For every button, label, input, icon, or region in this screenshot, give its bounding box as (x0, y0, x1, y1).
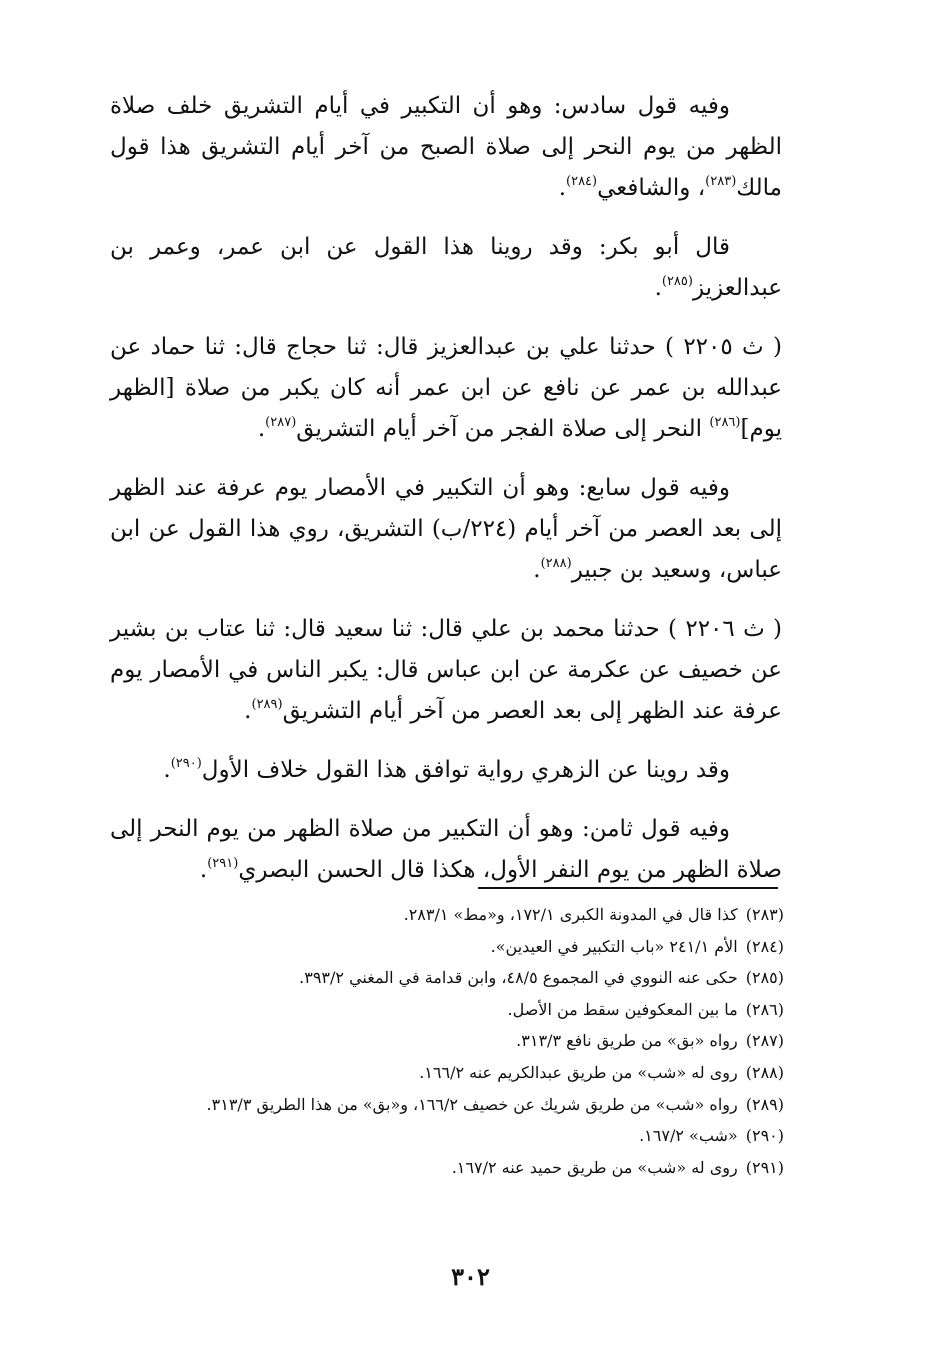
footnote-text: رواه «بق» من طريق نافع ٣١٣/٣. (516, 1031, 738, 1051)
footnote-item (108, 931, 784, 963)
footnote-item (108, 1025, 784, 1057)
footnote-text: ما بين المعكوفين سقط من الأصل. (507, 999, 738, 1019)
footnote-ref[interactable]: (٢٨٥) (661, 274, 693, 289)
footnote-ref[interactable]: (٢٩٠) (170, 756, 202, 771)
footnote-number: (٢٨٤) (745, 936, 784, 956)
footnote-text: «شب» ١٦٧/٢. (639, 1126, 738, 1146)
footnote-item (108, 1152, 784, 1184)
footnote-text: روى له «شب» من طريق عبدالكريم عنه ١٦٦/٢. (419, 1062, 738, 1082)
footnote-number: (٢٩٠) (745, 1126, 784, 1146)
paragraph-hadith-2205: ( ث ٢٢٠٥ ) حدثنا علي بن عبدالعزيز قال: ثنا حجاج قال: ثنا حماد عن عبدالله بن عمر عن نافع عن ابن عمر أنه كان يكبر من صلاة [الظهر يوم]$^{(٢٨٦)}$ النحر إلى صلاة الفجر من آخر أيام التشريق$^{(٢٨٧)}$. (110, 334, 782, 442)
footnote-number: (٢٨٧) (745, 1031, 784, 1051)
footnote-text: حكى عنه النووي في المجموع ٤٨/٥، وابن قدامة في المغني ٣٩٣/٢. (299, 968, 738, 988)
footnote-item (108, 1089, 784, 1121)
footnote-number: (٢٨٥) (745, 968, 784, 988)
paragraph-abu-bakr: قال أبو بكر: وقد روينا هذا القول عن ابن عمر، وعمر بن عبدالعزيز$^{(٢٨٥)}$. (110, 234, 782, 301)
footnote-number: (٢٨٦) (745, 999, 784, 1019)
footnote-separator (478, 887, 778, 889)
paragraph-zuhri: وقد روينا عن الزهري رواية توافق هذا القول خلاف الأول$^{(٢٩٠)}$. (163, 756, 730, 783)
footnote-text: رواه «شب» من طريق شريك عن خصيف ١٦٦/٢، و«بق» من هذا الطريق ٣١٣/٣. (206, 1094, 738, 1114)
footnote-text: روى له «شب» من طريق حميد عنه ١٦٧/٢. (451, 1157, 738, 1177)
footnote-item (108, 899, 784, 931)
footnote-ref[interactable]: (٢٨٤) (566, 174, 598, 189)
footnote-text: الأم ٢٤١/١ «باب التكبير في العيدين». (490, 936, 738, 956)
page-number: ٣٠٢ (451, 1262, 490, 1291)
footnote-item (108, 962, 784, 994)
footnote-ref[interactable]: (٢٨٣) (705, 174, 737, 189)
footnote-ref[interactable]: (٢٨٩) (251, 697, 283, 712)
footnote-item (108, 1057, 784, 1089)
footnote-number: (٢٨٨) (745, 1062, 784, 1082)
footnote-number: (٢٨٣) (745, 905, 784, 924)
footnote-number: (٢٩١) (745, 1157, 784, 1177)
footnote-text: كذا قال في المدونة الكبرى ١٧٢/١، و«مط» ٢٨٣/١. (403, 905, 738, 924)
main-text (110, 86, 782, 909)
footnotes (108, 899, 784, 1183)
footnote-item (108, 994, 784, 1026)
footnote-ref[interactable]: (٢٩١) (207, 856, 239, 871)
footnote-number: (٢٨٩) (745, 1094, 784, 1114)
paragraph-eighth-opinion: وفيه قول ثامن: وهو أن التكبير من صلاة الظهر من يوم النحر إلى صلاة الظهر من يوم النفر الأول، هكذا قال الحسن البصري$^{(٢٩١)}$. (110, 816, 782, 883)
footnote-ref[interactable]: (٢٨٨) (540, 556, 572, 571)
footnote-ref[interactable]: (٢٨٦) (709, 415, 741, 430)
footnote-item (108, 1120, 784, 1152)
paragraph-hadith-2206: ( ث ٢٢٠٦ ) حدثنا محمد بن علي قال: ثنا سعيد قال: ثنا عتاب بن بشير عن خصيف عن عكرمة عن ابن عباس قال: يكبر الناس في الأمصار يوم عرفة عند الظهر إلى بعد العصر من آخر أيام التشريق$^{(٢٨٩)}$. (110, 616, 783, 724)
footnote-ref[interactable]: (٢٨٧) (265, 415, 297, 430)
paragraph-sixth-opinion: وفيه قول سادس: وهو أن التكبير في أيام التشريق خلف صلاة الظهر من يوم النحر إلى صلاة الصبح من آخر أيام التشريق هذا قول مالك$^{(٢٨٣)}$، والشافعي$^{(٢٨٤)}$. (110, 93, 782, 201)
paragraph-seventh-opinion: وفيه قول سابع: وهو أن التكبير في الأمصار يوم عرفة عند الظهر إلى بعد العصر من آخر أيام (٢٢٤/ب) التشريق، روي هذا القول عن ابن عباس، وسعيد بن جبير$^{(٢٨٨)}$. (110, 475, 782, 583)
